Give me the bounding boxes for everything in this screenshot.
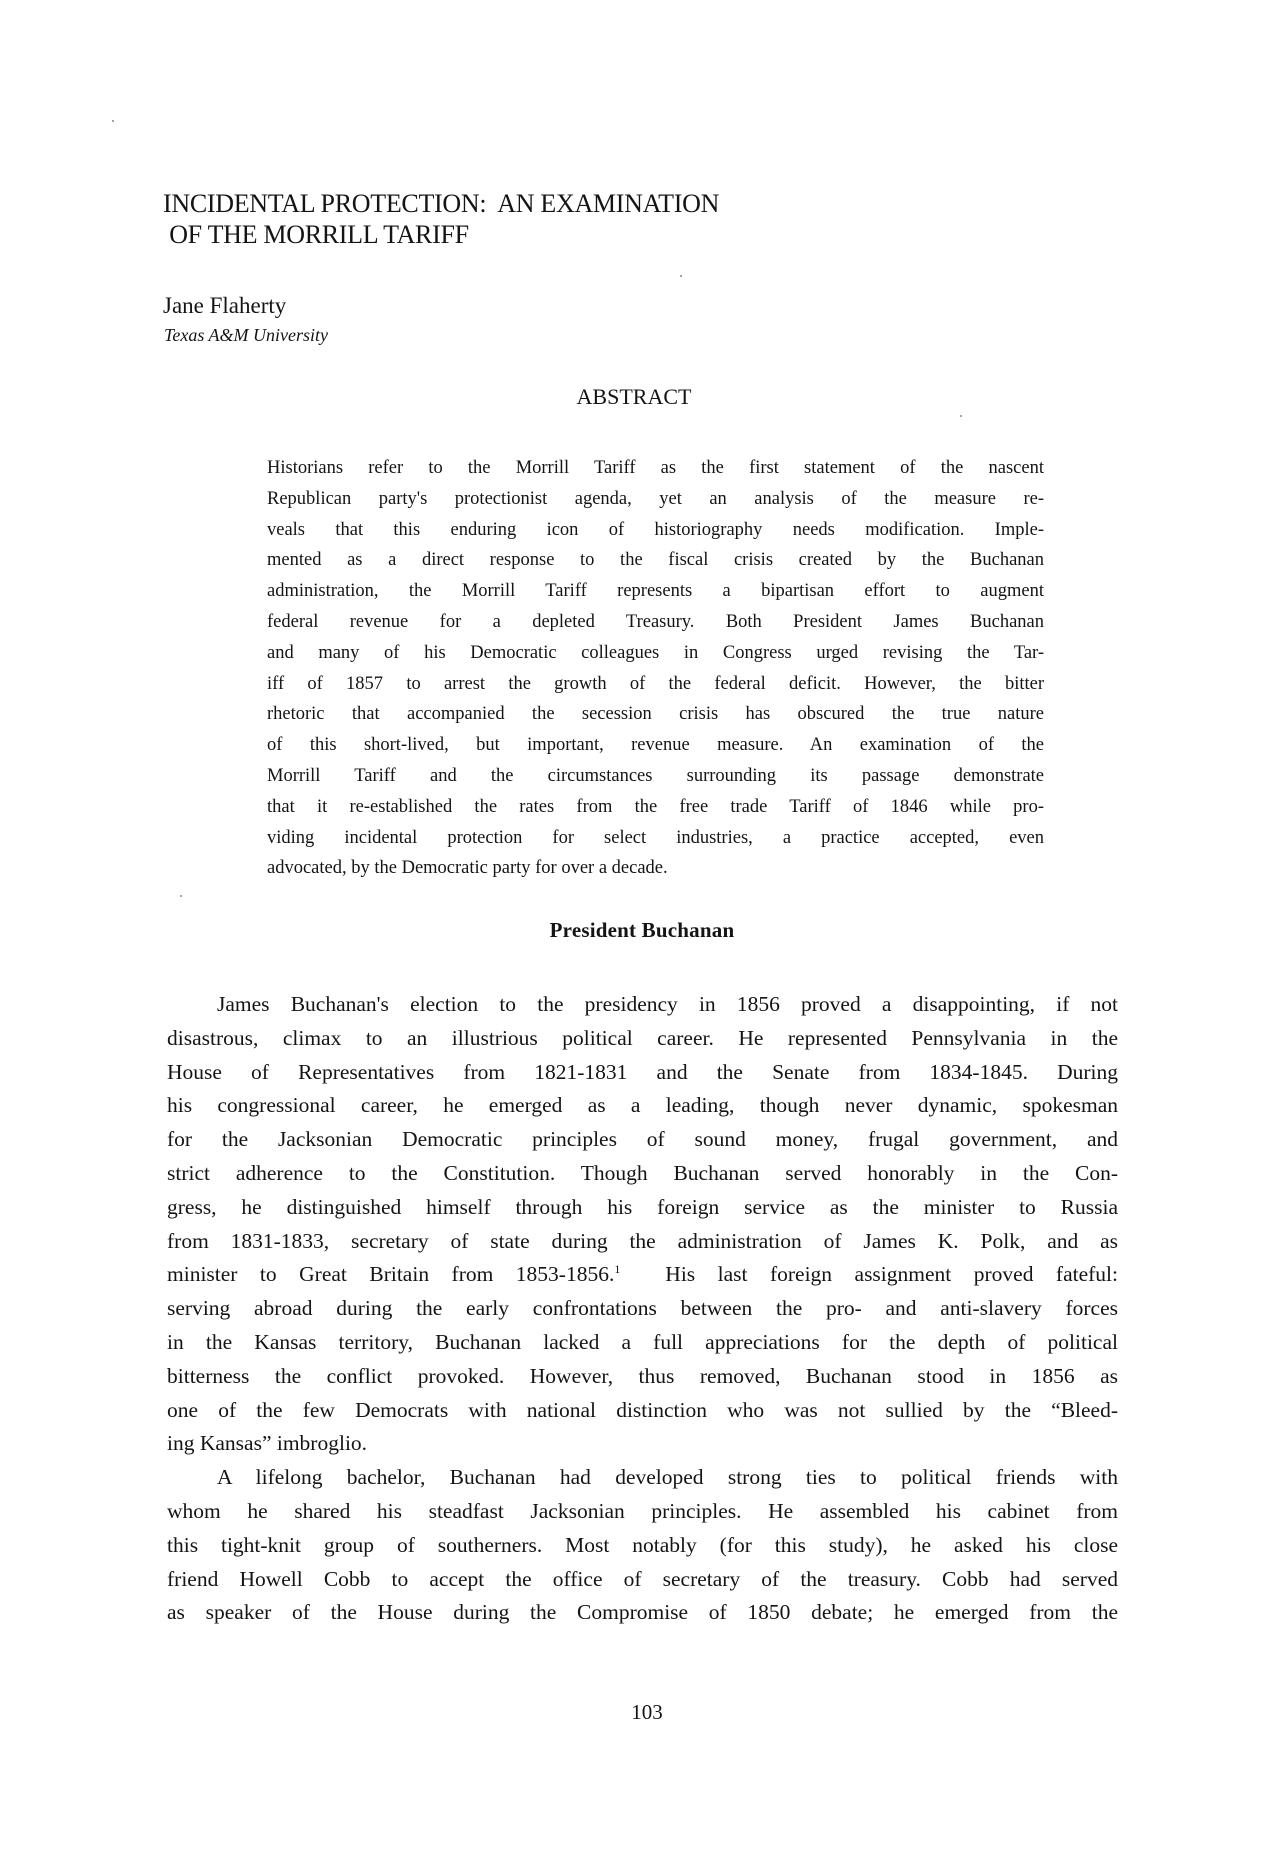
abstract-line: federal revenue for a depleted Treasury. Both President James Buchanan <box>267 611 1044 632</box>
body-line: whom he shared his steadfast Jacksonian principles. He assembled his cabinet from <box>167 1498 1118 1523</box>
author-name: Jane Flaherty <box>163 293 287 318</box>
body-line: gress, he distinguished himself through his foreign service as the minister to Russia <box>167 1194 1118 1219</box>
abstract-line: veals that this enduring icon of historiography needs modification. Imple- <box>267 519 1044 540</box>
scan-speck <box>180 895 182 897</box>
body-line: his congressional career, he emerged as a leading, though never dynamic, spokesman <box>167 1093 1118 1118</box>
page-number: 103 <box>631 1700 663 1724</box>
abstract-line: that it re-established the rates from the free trade Tariff of 1846 while pro- <box>267 796 1044 817</box>
abstract-line: Republican party's protectionist agenda, yet an analysis of the measure re- <box>267 488 1044 509</box>
abstract-line: of this short-lived, but important, revenue measure. An examination of the <box>267 735 1044 756</box>
body-line-text: minister to Great Britain from 1853-1856. <box>167 1262 615 1287</box>
section-heading: President Buchanan <box>549 918 735 942</box>
abstract-line: rhetoric that accompanied the secession crisis has obscured the true nature <box>267 704 1044 725</box>
body-line: disastrous, climax to an illustrious political career. He represented Pennsylvania in the <box>167 1025 1118 1050</box>
body-line: this tight-knit group of southerners. Most notably (for this study), he asked his close <box>167 1532 1118 1557</box>
body-line: one of the few Democrats with national distinction who was not sullied by the “Bleed- <box>167 1397 1118 1422</box>
body-line: friend Howell Cobb to accept the office of secretary of the treasury. Cobb had served <box>167 1566 1118 1591</box>
abstract-line: administration, the Morrill Tariff represents a bipartisan effort to augment <box>267 581 1044 602</box>
body-line: ing Kansas” imbroglio. <box>167 1431 368 1456</box>
abstract-line: advocated, by the Democratic party for over a decade. <box>267 858 668 879</box>
body-line: James Buchanan's election to the presidency in 1856 proved a disappointing, if not <box>217 992 1118 1016</box>
abstract-line: Historians refer to the Morrill Tariff as the first statement of the nascent <box>267 458 1044 478</box>
body-line: as speaker of the House during the Compromise of 1850 debate; he emerged from the <box>167 1600 1118 1625</box>
scan-speck <box>960 415 962 417</box>
abstract-body <box>267 453 1044 884</box>
paper-title-line-2: OF THE MORRILL TARIFF <box>163 220 469 249</box>
abstract-line: mented as a direct response to the fiscal crisis created by the Buchanan <box>267 550 1044 571</box>
paper-title-line-1: INCIDENTAL PROTECTION: AN EXAMINATION <box>163 189 720 218</box>
body-line: for the Jacksonian Democratic principles of sound money, frugal government, and <box>167 1127 1118 1152</box>
body-line <box>167 1258 1118 1292</box>
paper-title <box>163 188 719 250</box>
body-line: from 1831-1833, secretary of state during the administration of James K. Polk, and as <box>167 1228 1118 1253</box>
abstract-line: iff of 1857 to arrest the growth of the federal deficit. However, the bitter <box>267 673 1044 694</box>
body-line: strict adherence to the Constitution. Though Buchanan served honorably in the Con- <box>167 1160 1118 1185</box>
section-body <box>167 988 1118 1630</box>
scan-speck <box>112 120 114 122</box>
body-line: A lifelong bachelor, Buchanan had developed strong ties to political friends with <box>217 1465 1118 1490</box>
scan-speck <box>680 275 682 277</box>
abstract-heading: ABSTRACT <box>576 384 692 409</box>
footnote-marker[interactable]: 1 <box>614 1262 621 1277</box>
body-line: serving abroad during the early confrontations between the pro- and anti-slavery forces <box>167 1296 1118 1321</box>
body-line: bitterness the conflict provoked. However, thus removed, Buchanan stood in 1856 as <box>167 1363 1118 1388</box>
author-affiliation: Texas A&M University <box>164 325 328 345</box>
body-line-text: His last foreign assignment proved fateful: <box>620 1262 1118 1287</box>
body-line: in the Kansas territory, Buchanan lacked a full appreciations for the depth of political <box>167 1329 1118 1354</box>
abstract-line: Morrill Tariff and the circumstances surrounding its passage demonstrate <box>267 765 1044 786</box>
abstract-line: viding incidental protection for select industries, a practice accepted, even <box>267 827 1044 848</box>
abstract-line: and many of his Democratic colleagues in Congress urged revising the Tar- <box>267 642 1044 663</box>
body-line: House of Representatives from 1821-1831 and the Senate from 1834-1845. During <box>167 1059 1118 1084</box>
